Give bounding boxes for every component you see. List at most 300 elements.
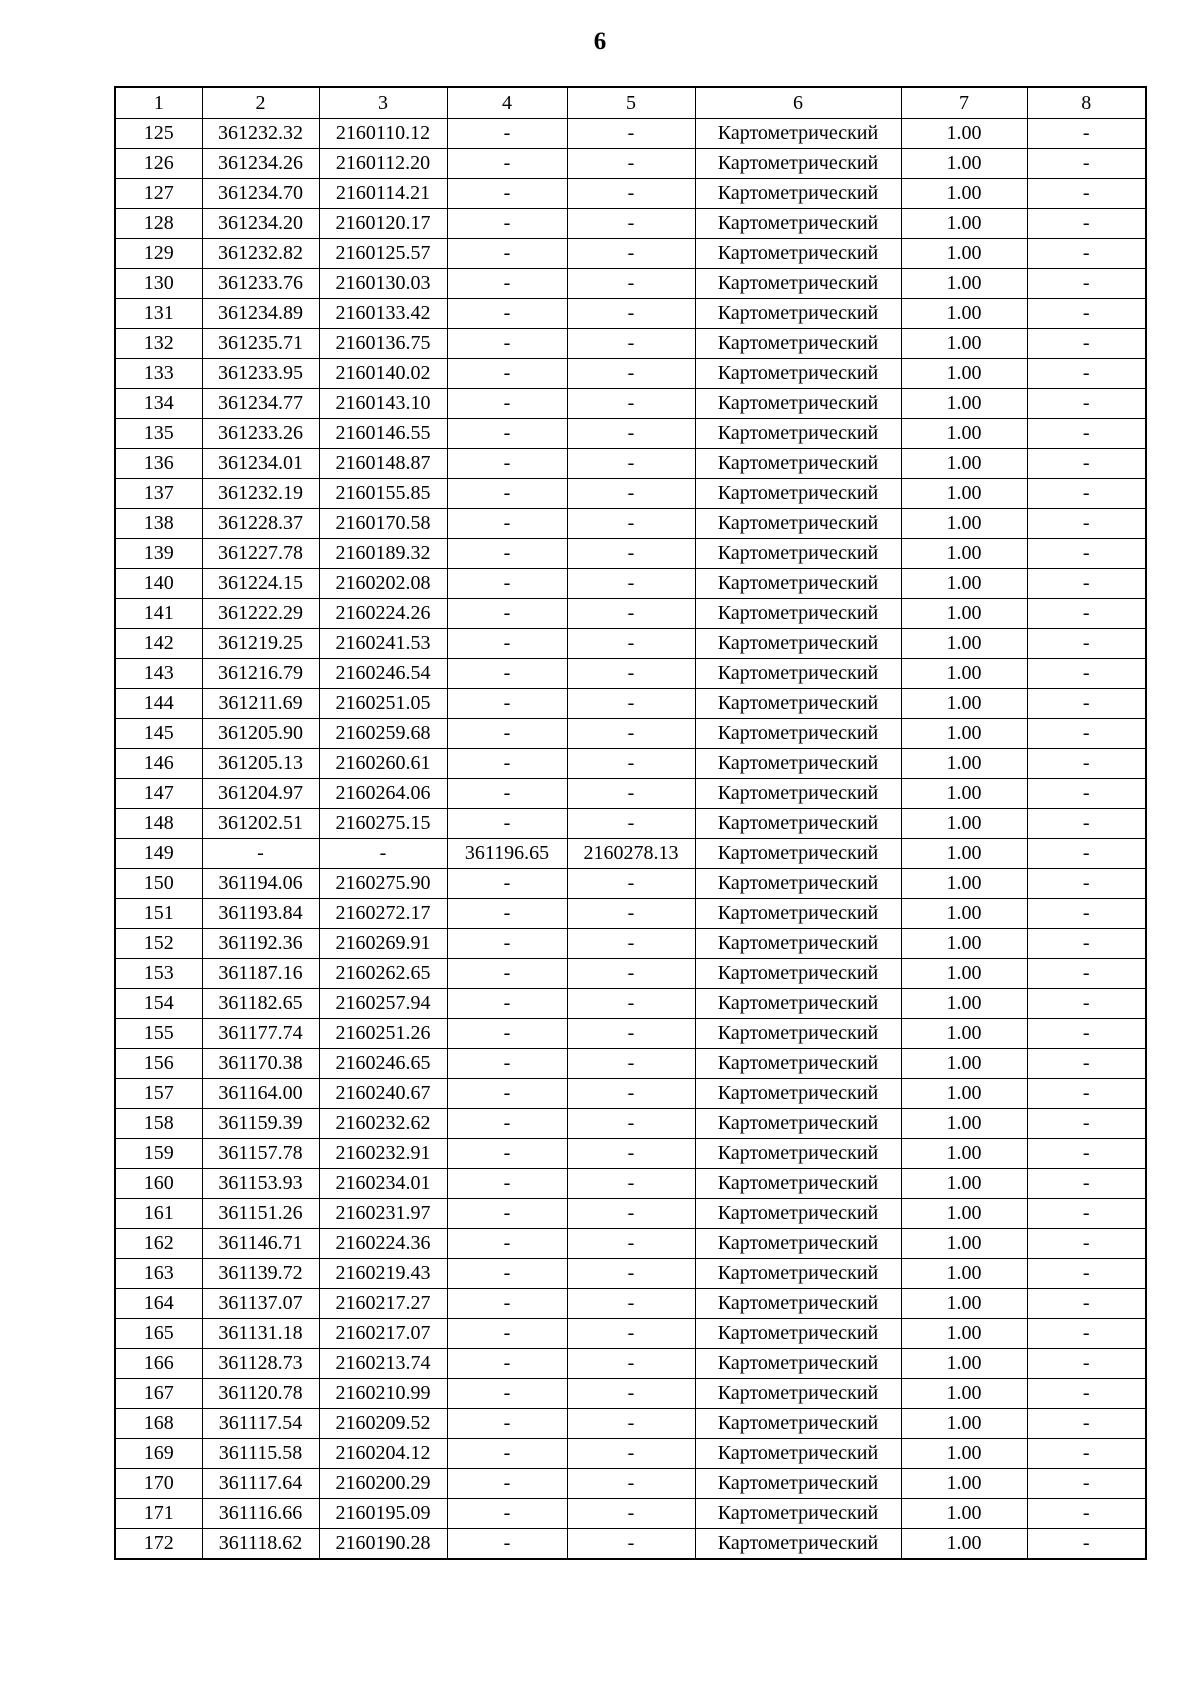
table-cell-col-6: Картометрический [695, 209, 901, 239]
table-cell-col-2: 361194.06 [202, 869, 319, 899]
table-cell-col-6: Картометрический [695, 1019, 901, 1049]
table-cell-col-1: 134 [115, 389, 202, 419]
table-cell-col-6: Картометрический [695, 779, 901, 809]
table-cell-col-8: - [1027, 1319, 1146, 1349]
table-row [115, 239, 1146, 269]
table-cell-col-7: 1.00 [901, 479, 1027, 509]
table-cell-col-2: 361137.07 [202, 1289, 319, 1319]
table-cell-col-3: 2160232.91 [319, 1139, 447, 1169]
table-cell-col-1: 133 [115, 359, 202, 389]
table-cell-col-7: 1.00 [901, 1319, 1027, 1349]
table-cell-col-5: - [567, 179, 695, 209]
table-cell-col-5: - [567, 389, 695, 419]
table-cell-col-5: - [567, 1199, 695, 1229]
table-cell-col-3: 2160241.53 [319, 629, 447, 659]
table-cell-col-7: 1.00 [901, 1499, 1027, 1529]
table-cell-col-2: 361234.89 [202, 299, 319, 329]
table-cell-col-8: - [1027, 1259, 1146, 1289]
table-cell-col-4: - [447, 1349, 567, 1379]
table-cell-col-5: - [567, 329, 695, 359]
table-body [115, 119, 1146, 1560]
table-cell-col-3: 2160125.57 [319, 239, 447, 269]
table-cell-col-5: - [567, 719, 695, 749]
table-cell-col-6: Картометрический [695, 689, 901, 719]
table-cell-col-1: 127 [115, 179, 202, 209]
table-cell-col-1: 136 [115, 449, 202, 479]
table-row [115, 569, 1146, 599]
table-cell-col-8: - [1027, 539, 1146, 569]
table-cell-col-1: 154 [115, 989, 202, 1019]
table-cell-col-2: 361128.73 [202, 1349, 319, 1379]
table-cell-col-8: - [1027, 1049, 1146, 1079]
table-row [115, 689, 1146, 719]
table-cell-col-5: - [567, 1409, 695, 1439]
table-cell-col-6: Картометрический [695, 359, 901, 389]
table-cell-col-3: 2160224.36 [319, 1229, 447, 1259]
table-cell-col-5: - [567, 1499, 695, 1529]
table-cell-col-3: 2160120.17 [319, 209, 447, 239]
table-cell-col-8: - [1027, 479, 1146, 509]
table-cell-col-1: 126 [115, 149, 202, 179]
table-cell-col-5: - [567, 149, 695, 179]
page-number: 6 [593, 28, 607, 55]
table-cell-col-4: - [447, 509, 567, 539]
table-cell-col-7: 1.00 [901, 269, 1027, 299]
table-cell-col-4: - [447, 1049, 567, 1079]
table-row [115, 269, 1146, 299]
table-cell-col-7: 1.00 [901, 209, 1027, 239]
table-cell-col-7: 1.00 [901, 1049, 1027, 1079]
table-cell-col-1: 152 [115, 929, 202, 959]
table-cell-col-2: 361234.70 [202, 179, 319, 209]
table-cell-col-2: 361233.76 [202, 269, 319, 299]
table-cell-col-1: 153 [115, 959, 202, 989]
table-row [115, 719, 1146, 749]
table-cell-col-5: - [567, 1319, 695, 1349]
table-cell-col-3: - [319, 839, 447, 869]
table-cell-col-5: - [567, 779, 695, 809]
table-cell-col-1: 159 [115, 1139, 202, 1169]
table-row [115, 869, 1146, 899]
table-cell-col-6: Картометрический [695, 1169, 901, 1199]
table-cell-col-3: 2160136.75 [319, 329, 447, 359]
table-cell-col-7: 1.00 [901, 1079, 1027, 1109]
table-cell-col-8: - [1027, 119, 1146, 149]
table-cell-col-3: 2160231.97 [319, 1199, 447, 1229]
table-cell-col-1: 165 [115, 1319, 202, 1349]
table-cell-col-2: 361182.65 [202, 989, 319, 1019]
table-cell-col-1: 137 [115, 479, 202, 509]
table-cell-col-4: - [447, 1409, 567, 1439]
table-cell-col-6: Картометрический [695, 1259, 901, 1289]
table-cell-col-6: Картометрический [695, 1529, 901, 1560]
table-row [115, 119, 1146, 149]
table-cell-col-5: - [567, 1109, 695, 1139]
table-row [115, 1529, 1146, 1560]
table-cell-col-6: Картометрический [695, 899, 901, 929]
table-cell-col-8: - [1027, 809, 1146, 839]
table-cell-col-6: Картометрический [695, 809, 901, 839]
table-cell-col-8: - [1027, 1409, 1146, 1439]
table-cell-col-1: 149 [115, 839, 202, 869]
table-row [115, 509, 1146, 539]
table-row [115, 599, 1146, 629]
column-header-2: 2 [202, 87, 319, 119]
table-cell-col-2: 361117.54 [202, 1409, 319, 1439]
table-cell-col-4: - [447, 179, 567, 209]
table-cell-col-4: - [447, 299, 567, 329]
coordinates-table [114, 86, 1147, 1560]
table-row [115, 839, 1146, 869]
table-cell-col-5: - [567, 1439, 695, 1469]
table-cell-col-2: 361177.74 [202, 1019, 319, 1049]
table-row [115, 179, 1146, 209]
table-row [115, 1259, 1146, 1289]
table-cell-col-7: 1.00 [901, 149, 1027, 179]
table-cell-col-8: - [1027, 779, 1146, 809]
table-cell-col-1: 160 [115, 1169, 202, 1199]
table-cell-col-3: 2160269.91 [319, 929, 447, 959]
table-row [115, 389, 1146, 419]
table-cell-col-6: Картометрический [695, 989, 901, 1019]
table-cell-col-6: Картометрический [695, 449, 901, 479]
table-cell-col-5: - [567, 899, 695, 929]
table-cell-col-1: 143 [115, 659, 202, 689]
table-cell-col-7: 1.00 [901, 1379, 1027, 1409]
table-cell-col-4: - [447, 719, 567, 749]
table-cell-col-3: 2160275.90 [319, 869, 447, 899]
table-cell-col-4: - [447, 779, 567, 809]
table-cell-col-1: 132 [115, 329, 202, 359]
table-cell-col-6: Картометрический [695, 569, 901, 599]
table-cell-col-6: Картометрический [695, 239, 901, 269]
table-cell-col-5: - [567, 749, 695, 779]
table-cell-col-1: 151 [115, 899, 202, 929]
table-cell-col-6: Картометрический [695, 329, 901, 359]
table-cell-col-2: 361222.29 [202, 599, 319, 629]
table-cell-col-7: 1.00 [901, 959, 1027, 989]
table-cell-col-4: - [447, 989, 567, 1019]
table-row [115, 929, 1146, 959]
table-cell-col-8: - [1027, 1499, 1146, 1529]
table-cell-col-1: 144 [115, 689, 202, 719]
table-cell-col-3: 2160195.09 [319, 1499, 447, 1529]
table-cell-col-3: 2160246.54 [319, 659, 447, 689]
table-cell-col-5: - [567, 449, 695, 479]
table-cell-col-4: - [447, 359, 567, 389]
table-cell-col-3: 2160146.55 [319, 419, 447, 449]
table-cell-col-5: - [567, 1139, 695, 1169]
table-cell-col-5: - [567, 689, 695, 719]
table-row [115, 1499, 1146, 1529]
table-cell-col-5: - [567, 569, 695, 599]
table-row [115, 1049, 1146, 1079]
table-cell-col-7: 1.00 [901, 539, 1027, 569]
table-cell-col-3: 2160209.52 [319, 1409, 447, 1439]
table-row [115, 479, 1146, 509]
table-cell-col-8: - [1027, 569, 1146, 599]
table-cell-col-3: 2160251.05 [319, 689, 447, 719]
table-cell-col-2: 361159.39 [202, 1109, 319, 1139]
table-cell-col-2: 361120.78 [202, 1379, 319, 1409]
table-cell-col-5: - [567, 359, 695, 389]
table-cell-col-8: - [1027, 1379, 1146, 1409]
table-cell-col-1: 156 [115, 1049, 202, 1079]
table-cell-col-5: - [567, 1229, 695, 1259]
table-cell-col-6: Картометрический [695, 1229, 901, 1259]
table-cell-col-8: - [1027, 899, 1146, 929]
table-cell-col-5: - [567, 1259, 695, 1289]
table-cell-col-7: 1.00 [901, 779, 1027, 809]
table-cell-col-2: 361170.38 [202, 1049, 319, 1079]
table-cell-col-5: - [567, 299, 695, 329]
table-cell-col-8: - [1027, 299, 1146, 329]
table-cell-col-3: 2160170.58 [319, 509, 447, 539]
table-cell-col-1: 142 [115, 629, 202, 659]
table-cell-col-6: Картометрический [695, 1049, 901, 1079]
table-cell-col-4: - [447, 629, 567, 659]
table-cell-col-2: 361216.79 [202, 659, 319, 689]
table-cell-col-8: - [1027, 359, 1146, 389]
table-cell-col-3: 2160130.03 [319, 269, 447, 299]
table-cell-col-7: 1.00 [901, 1289, 1027, 1319]
table-cell-col-7: 1.00 [901, 1169, 1027, 1199]
table-row [115, 1139, 1146, 1169]
table-cell-col-4: - [447, 1289, 567, 1319]
table-row [115, 629, 1146, 659]
table-cell-col-2: 361116.66 [202, 1499, 319, 1529]
table-cell-col-5: - [567, 209, 695, 239]
table-cell-col-5: - [567, 119, 695, 149]
table-row [115, 1229, 1146, 1259]
table-cell-col-4: - [447, 1319, 567, 1349]
table-cell-col-1: 170 [115, 1469, 202, 1499]
table-cell-col-1: 129 [115, 239, 202, 269]
table-cell-col-6: Картометрический [695, 1139, 901, 1169]
table-cell-col-1: 163 [115, 1259, 202, 1289]
table-cell-col-5: - [567, 959, 695, 989]
table-cell-col-6: Картометрический [695, 1199, 901, 1229]
table-cell-col-5: - [567, 509, 695, 539]
table-row [115, 899, 1146, 929]
table-cell-col-1: 168 [115, 1409, 202, 1439]
column-header-8: 8 [1027, 87, 1146, 119]
table-row [115, 359, 1146, 389]
table-cell-col-2: 361205.90 [202, 719, 319, 749]
table-cell-col-8: - [1027, 239, 1146, 269]
table-cell-col-4: - [447, 1259, 567, 1289]
table-cell-col-1: 147 [115, 779, 202, 809]
table-cell-col-2: 361234.01 [202, 449, 319, 479]
table-cell-col-6: Картометрический [695, 419, 901, 449]
table-cell-col-7: 1.00 [901, 929, 1027, 959]
table-cell-col-7: 1.00 [901, 629, 1027, 659]
table-row [115, 659, 1146, 689]
table-cell-col-2: 361234.20 [202, 209, 319, 239]
table-cell-col-3: 2160234.01 [319, 1169, 447, 1199]
table-cell-col-6: Картометрический [695, 749, 901, 779]
table-cell-col-1: 157 [115, 1079, 202, 1109]
table-cell-col-6: Картометрический [695, 269, 901, 299]
column-header-5: 5 [567, 87, 695, 119]
table-cell-col-7: 1.00 [901, 809, 1027, 839]
table-cell-col-3: 2160202.08 [319, 569, 447, 599]
table-row [115, 1169, 1146, 1199]
table-cell-col-6: Картометрический [695, 1109, 901, 1139]
table-cell-col-5: - [567, 1079, 695, 1109]
table-cell-col-5: - [567, 419, 695, 449]
table-cell-col-5: - [567, 659, 695, 689]
table-cell-col-8: - [1027, 149, 1146, 179]
table-cell-col-7: 1.00 [901, 1529, 1027, 1560]
table-row [115, 149, 1146, 179]
table-cell-col-4: - [447, 1469, 567, 1499]
table-cell-col-4: - [447, 329, 567, 359]
table-cell-col-1: 125 [115, 119, 202, 149]
table-cell-col-2: 361164.00 [202, 1079, 319, 1109]
table-cell-col-7: 1.00 [901, 389, 1027, 419]
table-cell-col-8: - [1027, 419, 1146, 449]
table-cell-col-8: - [1027, 269, 1146, 299]
table-cell-col-5: - [567, 269, 695, 299]
table-cell-col-1: 166 [115, 1349, 202, 1379]
table-cell-col-6: Картометрический [695, 659, 901, 689]
table-row [115, 959, 1146, 989]
table-cell-col-7: 1.00 [901, 1349, 1027, 1379]
table-cell-col-2: 361146.71 [202, 1229, 319, 1259]
table-cell-col-8: - [1027, 449, 1146, 479]
table-cell-col-8: - [1027, 959, 1146, 989]
table-cell-col-4: - [447, 539, 567, 569]
table-cell-col-5: - [567, 629, 695, 659]
table-cell-col-2: 361232.32 [202, 119, 319, 149]
table-cell-col-5: - [567, 599, 695, 629]
table-cell-col-1: 139 [115, 539, 202, 569]
table-cell-col-4: - [447, 239, 567, 269]
table-cell-col-3: 2160200.29 [319, 1469, 447, 1499]
table-cell-col-2: 361115.58 [202, 1439, 319, 1469]
table-cell-col-1: 164 [115, 1289, 202, 1319]
table-cell-col-2: 361234.77 [202, 389, 319, 419]
table-cell-col-7: 1.00 [901, 989, 1027, 1019]
table-cell-col-4: - [447, 119, 567, 149]
table-cell-col-4: - [447, 809, 567, 839]
table-row [115, 539, 1146, 569]
table-cell-col-2: 361202.51 [202, 809, 319, 839]
table-cell-col-5: - [567, 1469, 695, 1499]
table-cell-col-7: 1.00 [901, 1469, 1027, 1499]
table-row [115, 779, 1146, 809]
table-cell-col-8: - [1027, 1469, 1146, 1499]
table-cell-col-4: - [447, 749, 567, 779]
table-cell-col-6: Картометрический [695, 299, 901, 329]
table-cell-col-8: - [1027, 179, 1146, 209]
table-cell-col-4: - [447, 209, 567, 239]
table-cell-col-3: 2160112.20 [319, 149, 447, 179]
table-cell-col-3: 2160190.28 [319, 1529, 447, 1560]
table-row [115, 299, 1146, 329]
table-cell-col-2: 361151.26 [202, 1199, 319, 1229]
table-cell-col-3: 2160257.94 [319, 989, 447, 1019]
table-cell-col-8: - [1027, 1199, 1146, 1229]
table-cell-col-5: - [567, 1019, 695, 1049]
table-row [115, 1409, 1146, 1439]
table-cell-col-8: - [1027, 1229, 1146, 1259]
table-cell-col-8: - [1027, 749, 1146, 779]
table-cell-col-3: 2160217.27 [319, 1289, 447, 1319]
table-cell-col-2: 361233.26 [202, 419, 319, 449]
table-cell-col-5: - [567, 869, 695, 899]
table-cell-col-2: 361227.78 [202, 539, 319, 569]
table-cell-col-3: 2160210.99 [319, 1379, 447, 1409]
table-cell-col-8: - [1027, 689, 1146, 719]
table-cell-col-8: - [1027, 509, 1146, 539]
table-cell-col-4: - [447, 269, 567, 299]
table-cell-col-5: - [567, 539, 695, 569]
table-cell-col-6: Картометрический [695, 539, 901, 569]
table-cell-col-4: 361196.65 [447, 839, 567, 869]
column-header-4: 4 [447, 87, 567, 119]
table-cell-col-2: 361234.26 [202, 149, 319, 179]
table-cell-col-3: 2160189.32 [319, 539, 447, 569]
table-cell-col-7: 1.00 [901, 1229, 1027, 1259]
table-cell-col-4: - [447, 899, 567, 929]
table-cell-col-7: 1.00 [901, 599, 1027, 629]
table-cell-col-3: 2160262.65 [319, 959, 447, 989]
table-cell-col-7: 1.00 [901, 839, 1027, 869]
table-cell-col-8: - [1027, 1109, 1146, 1139]
table-cell-col-7: 1.00 [901, 1109, 1027, 1139]
table-cell-col-3: 2160224.26 [319, 599, 447, 629]
table-cell-col-8: - [1027, 629, 1146, 659]
table-row [115, 1349, 1146, 1379]
table-cell-col-7: 1.00 [901, 239, 1027, 269]
table-cell-col-6: Картометрический [695, 629, 901, 659]
table-cell-col-5: - [567, 239, 695, 269]
table-cell-col-6: Картометрический [695, 1319, 901, 1349]
table-cell-col-6: Картометрический [695, 1289, 901, 1319]
table-cell-col-4: - [447, 689, 567, 719]
table-row [115, 449, 1146, 479]
table-cell-col-1: 169 [115, 1439, 202, 1469]
table-row [115, 1319, 1146, 1349]
table-cell-col-8: - [1027, 389, 1146, 419]
table-cell-col-2: 361224.15 [202, 569, 319, 599]
column-header-6: 6 [695, 87, 901, 119]
table-cell-col-6: Картометрический [695, 839, 901, 869]
table-cell-col-4: - [447, 1019, 567, 1049]
table-cell-col-5: - [567, 1379, 695, 1409]
table-cell-col-2: 361232.82 [202, 239, 319, 269]
table-cell-col-7: 1.00 [901, 299, 1027, 329]
table-cell-col-1: 128 [115, 209, 202, 239]
table-cell-col-2: 361187.16 [202, 959, 319, 989]
table-cell-col-4: - [447, 1139, 567, 1169]
table-cell-col-2: 361153.93 [202, 1169, 319, 1199]
table-cell-col-8: - [1027, 599, 1146, 629]
table-cell-col-3: 2160155.85 [319, 479, 447, 509]
table-cell-col-6: Картометрический [695, 959, 901, 989]
table-row [115, 1439, 1146, 1469]
table-cell-col-8: - [1027, 929, 1146, 959]
table-cell-col-6: Картометрический [695, 1469, 901, 1499]
table-row [115, 329, 1146, 359]
table-cell-col-8: - [1027, 1349, 1146, 1379]
table-cell-col-4: - [447, 389, 567, 419]
table-cell-col-7: 1.00 [901, 1139, 1027, 1169]
table-cell-col-3: 2160143.10 [319, 389, 447, 419]
table-cell-col-8: - [1027, 839, 1146, 869]
